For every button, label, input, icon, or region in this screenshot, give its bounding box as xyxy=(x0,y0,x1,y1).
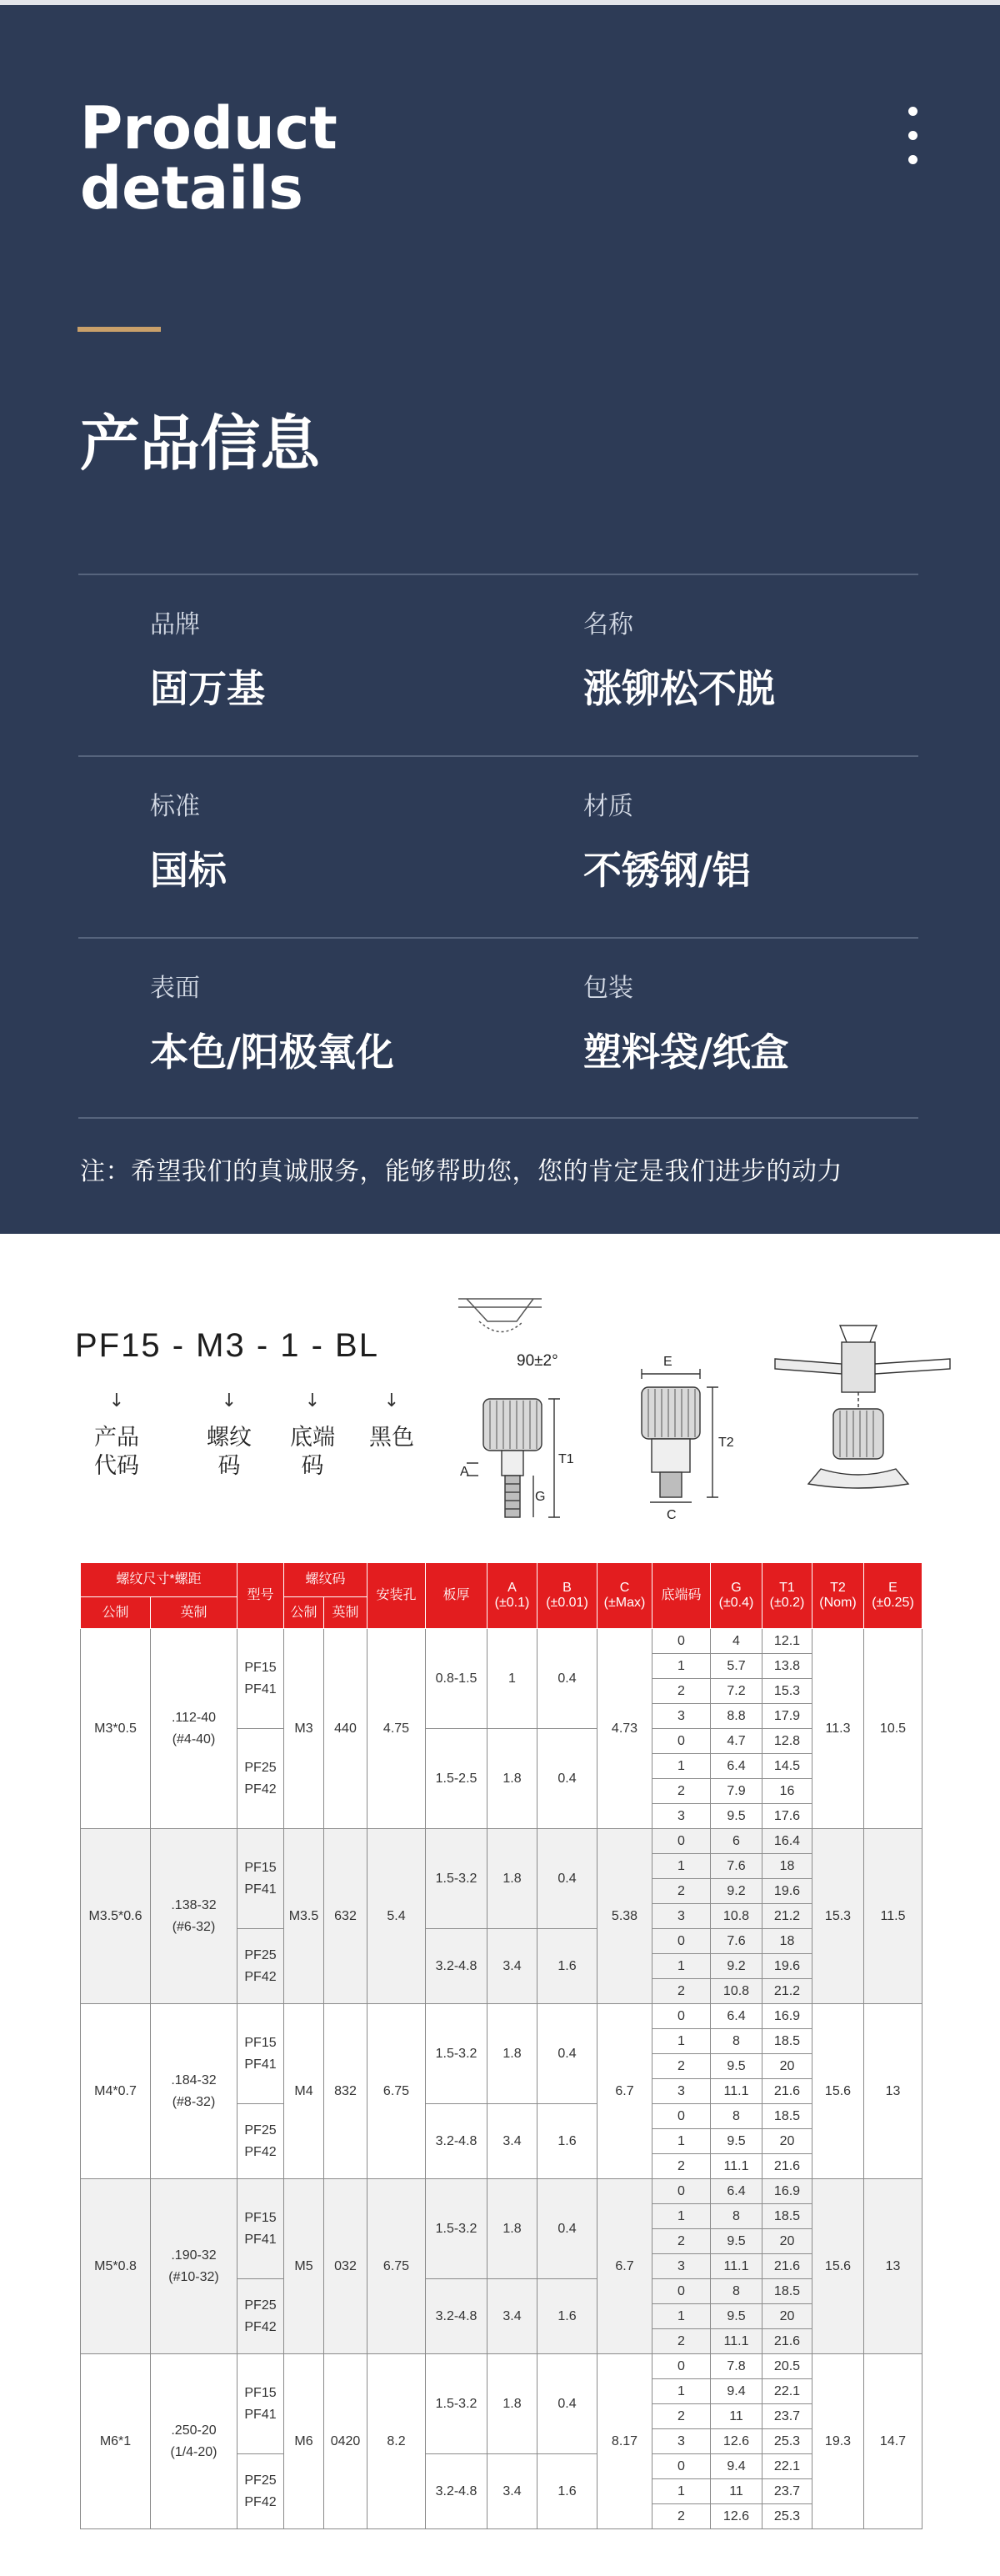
dim-g-cell: 12.6 xyxy=(711,2504,762,2529)
info-value: 本色/阳极氧化 xyxy=(150,1030,394,1075)
dim-c-header xyxy=(598,1563,652,1629)
arrow-down-icon: ↓ xyxy=(304,1391,321,1411)
dim-e-label: E xyxy=(663,1355,672,1369)
dim-t1-cell: 20 xyxy=(762,2229,812,2254)
bottom-code-cell: 0 xyxy=(652,1629,711,1654)
bottom-code-cell: 0 xyxy=(652,2004,711,2029)
code-imperial-cell: 032 xyxy=(324,2179,368,2354)
dim-g-label: G xyxy=(535,1490,546,1504)
dim-g-cell: 11.1 xyxy=(711,2254,762,2279)
model-cell: PF15 PF41 xyxy=(238,1829,284,1929)
table-row xyxy=(81,1829,922,1854)
sheet-thickness-cell: 1.5-3.2 xyxy=(426,2179,488,2279)
dim-t1-cell: 21.2 xyxy=(762,1979,812,2004)
bottom-code-cell: 0 xyxy=(652,2279,711,2304)
dim-c-title: C xyxy=(619,1581,630,1595)
model-cell: PF25 PF42 xyxy=(238,2454,284,2529)
mounting-hole-cell: 8.2 xyxy=(368,2354,426,2529)
dim-g-cell: 4.7 xyxy=(711,1729,762,1754)
arrow-down-icon: ↓ xyxy=(221,1391,238,1411)
dim-a-cell: 3.4 xyxy=(488,2279,538,2354)
code-imperial-cell: 632 xyxy=(324,1829,368,2004)
dim-g-cell: 12.6 xyxy=(711,2429,762,2454)
dim-e-tolerance: (±0.25) xyxy=(872,1596,914,1610)
dim-a-cell: 1.8 xyxy=(488,1729,538,1829)
product-details-hero xyxy=(0,0,1000,1234)
bottom-code-cell: 3 xyxy=(652,2079,711,2104)
dim-a-title: A xyxy=(508,1581,517,1595)
info-label: 名称 xyxy=(583,610,633,639)
dim-t1-cell: 18.5 xyxy=(762,2029,812,2054)
bottom-code-header: 底端码 xyxy=(652,1563,711,1629)
dim-t1-cell: 21.6 xyxy=(762,2079,812,2104)
bottom-code-explainer xyxy=(275,1392,350,1481)
dim-g-cell: 11.1 xyxy=(711,2329,762,2354)
dim-t1-cell: 20 xyxy=(762,2304,812,2329)
metric-header: 公制 xyxy=(81,1597,151,1629)
bottom-code-cell: 3 xyxy=(652,2254,711,2279)
info-row xyxy=(78,937,918,1119)
dim-e-cell: 14.7 xyxy=(864,2354,922,2529)
metric-thread-cell: M3*0.5 xyxy=(81,1629,151,1829)
dim-g-cell: 5.7 xyxy=(711,1654,762,1679)
dim-t1-cell: 13.8 xyxy=(762,1654,812,1679)
dim-g-cell: 9.4 xyxy=(711,2454,762,2479)
dim-t2-cell: 19.3 xyxy=(812,2354,864,2529)
info-label: 品牌 xyxy=(150,610,200,639)
bottom-code-cell: 3 xyxy=(652,1804,711,1829)
dim-g-cell: 11 xyxy=(711,2404,762,2429)
angle-drawing xyxy=(458,1299,542,1332)
metric-thread-cell: M6*1 xyxy=(81,2354,151,2529)
dim-t2-tolerance: (Nom) xyxy=(819,1596,857,1610)
dim-g-cell: 9.5 xyxy=(711,2229,762,2254)
stud-drawing-2 xyxy=(642,1369,718,1502)
dim-t1-title: T1 xyxy=(779,1581,795,1595)
info-material xyxy=(583,790,751,895)
dim-t1-cell: 20.5 xyxy=(762,2354,812,2379)
dim-a-cell: 1.8 xyxy=(488,2004,538,2104)
bottom-code-cell: 0 xyxy=(652,2179,711,2204)
dim-a-cell: 3.4 xyxy=(488,1929,538,2004)
thread-code-header: 螺纹码 xyxy=(284,1563,368,1597)
dim-g-cell: 9.5 xyxy=(711,1804,762,1829)
dim-g-cell: 9.2 xyxy=(711,1954,762,1979)
bottom-code-cell: 2 xyxy=(652,2229,711,2254)
dim-a-label: A xyxy=(460,1465,469,1479)
dim-c-cell: 5.38 xyxy=(598,1829,652,2004)
dim-e-cell: 11.5 xyxy=(864,1829,922,2004)
info-value: 涨铆松不脱 xyxy=(583,666,775,711)
bottom-code-cell: 0 xyxy=(652,1929,711,1954)
dim-g-cell: 9.4 xyxy=(711,2379,762,2404)
dim-g-cell: 7.9 xyxy=(711,1779,762,1804)
dim-t1-cell: 17.6 xyxy=(762,1804,812,1829)
dim-e-cell: 13 xyxy=(864,2179,922,2354)
dim-g-cell: 9.2 xyxy=(711,1879,762,1904)
imperial-thread-cell: .112-40 (#4-40) xyxy=(151,1629,238,1829)
dim-a-cell: 1.8 xyxy=(488,2354,538,2454)
table-row xyxy=(81,2179,922,2204)
info-row xyxy=(78,755,918,937)
dim-t1-cell: 16.9 xyxy=(762,2179,812,2204)
dim-t1-cell: 21.6 xyxy=(762,2154,812,2179)
mounting-hole-header: 安装孔 xyxy=(368,1563,426,1629)
info-row xyxy=(78,574,918,755)
dim-t2-header xyxy=(812,1563,864,1629)
dim-b-cell: 0.4 xyxy=(538,1729,598,1829)
dim-t2-cell: 15.6 xyxy=(812,2004,864,2179)
info-value: 不锈钢/铝 xyxy=(583,848,751,893)
part-number-diagram xyxy=(0,1234,1000,1542)
dim-a-cell: 1.8 xyxy=(488,2179,538,2279)
arrow-down-icon: ↓ xyxy=(383,1391,400,1411)
imperial-thread-cell: .184-32 (#8-32) xyxy=(151,2004,238,2179)
info-label: 表面 xyxy=(150,974,200,1003)
page-title: Product details xyxy=(80,94,338,223)
section-title: 产品信息 xyxy=(80,408,321,479)
dim-g-cell: 8 xyxy=(711,2279,762,2304)
code-imperial-header: 英制 xyxy=(324,1597,368,1629)
dim-g-cell: 6 xyxy=(711,1829,762,1854)
bottom-code-cell: 1 xyxy=(652,2129,711,2154)
dim-g-cell: 7.6 xyxy=(711,1929,762,1954)
dim-g-cell: 8 xyxy=(711,2204,762,2229)
bottom-code-cell: 1 xyxy=(652,2379,711,2404)
bottom-code-label: 底端 码 xyxy=(290,1425,335,1479)
metric-thread-cell: M4*0.7 xyxy=(81,2004,151,2179)
dim-t1-cell: 19.6 xyxy=(762,1954,812,1979)
part-number-code: PF15 - M3 - 1 - BL xyxy=(75,1327,379,1364)
mounting-hole-cell: 4.75 xyxy=(368,1629,426,1829)
bottom-code-cell: 2 xyxy=(652,2404,711,2429)
dim-c-tolerance: (±Max) xyxy=(603,1596,646,1610)
dim-b-title: B xyxy=(562,1581,572,1595)
info-label: 材质 xyxy=(583,792,633,821)
code-imperial-cell: 0420 xyxy=(324,2354,368,2529)
dim-t2-title: T2 xyxy=(830,1581,846,1595)
dim-t1-cell: 17.9 xyxy=(762,1704,812,1729)
angle-label: 90±2° xyxy=(517,1352,558,1370)
info-value: 固万基 xyxy=(150,666,265,711)
dim-t1-cell: 18.5 xyxy=(762,2279,812,2304)
model-cell: PF15 PF41 xyxy=(238,1629,284,1729)
dim-t1-cell: 19.6 xyxy=(762,1879,812,1904)
dim-c-cell: 4.73 xyxy=(598,1629,652,1829)
dim-b-header xyxy=(538,1563,598,1629)
dim-g-cell: 4 xyxy=(711,1629,762,1654)
bottom-code-cell: 2 xyxy=(652,1979,711,2004)
dim-g-cell: 8.8 xyxy=(711,1704,762,1729)
dim-e-header xyxy=(864,1563,922,1629)
thread-code-explainer xyxy=(192,1392,267,1481)
installed-drawing xyxy=(775,1326,950,1488)
model-cell: PF25 PF42 xyxy=(238,1929,284,2004)
model-cell: PF15 PF41 xyxy=(238,2179,284,2279)
dim-t1-cell: 16.4 xyxy=(762,1829,812,1854)
dim-b-cell: 1.6 xyxy=(538,2104,598,2179)
dim-c-cell: 8.17 xyxy=(598,2354,652,2529)
dim-t1-cell: 22.1 xyxy=(762,2379,812,2404)
code-metric-cell: M5 xyxy=(284,2179,324,2354)
metric-thread-cell: M3.5*0.6 xyxy=(81,1829,151,2004)
dim-t2-cell: 15.3 xyxy=(812,1829,864,2004)
dim-g-cell: 9.5 xyxy=(711,2054,762,2079)
bottom-code-cell: 2 xyxy=(652,2329,711,2354)
dim-t1-cell: 20 xyxy=(762,2054,812,2079)
dim-t1-cell: 20 xyxy=(762,2129,812,2154)
black-color-label: 黑色 xyxy=(369,1425,414,1451)
dim-t2-cell: 15.6 xyxy=(812,2179,864,2354)
part-code-explainer xyxy=(79,1392,154,1481)
more-menu-icon[interactable] xyxy=(902,107,923,165)
sheet-thickness-cell: 1.5-3.2 xyxy=(426,2354,488,2454)
dim-t2-cell: 11.3 xyxy=(812,1629,864,1829)
mounting-hole-cell: 5.4 xyxy=(368,1829,426,2004)
thread-size-header: 螺纹尺寸*螺距 xyxy=(81,1563,238,1597)
model-cell: PF15 PF41 xyxy=(238,2354,284,2454)
sheet-thickness-cell: 3.2-4.8 xyxy=(426,2454,488,2529)
bottom-code-cell: 1 xyxy=(652,1854,711,1879)
sheet-thickness-cell: 1.5-3.2 xyxy=(426,1829,488,1929)
metric-thread-cell: M5*0.8 xyxy=(81,2179,151,2354)
dim-g-header xyxy=(711,1563,762,1629)
bottom-code-cell: 0 xyxy=(652,1829,711,1854)
bottom-code-cell: 1 xyxy=(652,2204,711,2229)
dim-g-cell: 7.6 xyxy=(711,1854,762,1879)
info-value: 塑料袋/纸盒 xyxy=(583,1030,789,1075)
dim-t1-cell: 25.3 xyxy=(762,2429,812,2454)
sheet-thickness-cell: 1.5-3.2 xyxy=(426,2004,488,2104)
arrow-down-icon: ↓ xyxy=(108,1391,125,1411)
part-code-label: 产品 代码 xyxy=(94,1425,139,1479)
code-metric-cell: M4 xyxy=(284,2004,324,2179)
dim-t1-cell: 16 xyxy=(762,1779,812,1804)
dim-t2-label: T2 xyxy=(718,1436,734,1450)
info-surface xyxy=(150,972,394,1077)
code-metric-cell: M3 xyxy=(284,1629,324,1829)
bottom-code-cell: 0 xyxy=(652,2104,711,2129)
dim-b-cell: 0.4 xyxy=(538,1829,598,1929)
bottom-code-cell: 3 xyxy=(652,2429,711,2454)
table-row xyxy=(81,1629,922,1654)
model-cell: PF25 PF42 xyxy=(238,2104,284,2179)
dim-e-cell: 10.5 xyxy=(864,1629,922,1829)
dim-b-cell: 0.4 xyxy=(538,2354,598,2454)
dim-t1-cell: 21.2 xyxy=(762,1904,812,1929)
dim-a-cell: 1 xyxy=(488,1629,538,1729)
bottom-code-cell: 0 xyxy=(652,2354,711,2379)
mounting-hole-cell: 6.75 xyxy=(368,2004,426,2179)
info-label: 标准 xyxy=(150,792,200,821)
dim-t1-cell: 23.7 xyxy=(762,2404,812,2429)
table-header xyxy=(81,1563,922,1629)
dim-g-cell: 11.1 xyxy=(711,2154,762,2179)
sheet-thickness-cell: 3.2-4.8 xyxy=(426,1929,488,2004)
dim-b-cell: 0.4 xyxy=(538,2004,598,2104)
table-row xyxy=(81,2004,922,2029)
accent-bar xyxy=(78,327,161,332)
dim-e-cell: 13 xyxy=(864,2004,922,2179)
dim-a-tolerance: (±0.1) xyxy=(494,1596,530,1610)
dim-t1-cell: 21.6 xyxy=(762,2329,812,2354)
model-cell: PF15 PF41 xyxy=(238,2004,284,2104)
top-divider xyxy=(0,0,1000,5)
dim-g-tolerance: (±0.4) xyxy=(718,1596,754,1610)
code-metric-cell: M6 xyxy=(284,2354,324,2529)
dim-a-cell: 3.4 xyxy=(488,2454,538,2529)
model-header: 型号 xyxy=(238,1563,284,1629)
specification-table xyxy=(80,1562,922,2529)
dim-t1-cell: 18 xyxy=(762,1854,812,1879)
bottom-code-cell: 2 xyxy=(652,2504,711,2529)
dim-g-cell: 7.2 xyxy=(711,1679,762,1704)
black-color-explainer xyxy=(354,1392,429,1452)
info-standard xyxy=(150,790,227,895)
sheet-thickness-cell: 1.5-2.5 xyxy=(426,1729,488,1829)
dim-t1-header xyxy=(762,1563,812,1629)
table-body xyxy=(81,1629,922,2529)
dim-g-cell: 6.4 xyxy=(711,1754,762,1779)
dim-g-cell: 10.8 xyxy=(711,1904,762,1929)
bottom-code-cell: 1 xyxy=(652,1654,711,1679)
sheet-thickness-header: 板厚 xyxy=(426,1563,488,1629)
bottom-code-cell: 0 xyxy=(652,2454,711,2479)
dim-c-cell: 6.7 xyxy=(598,2004,652,2179)
stud-drawing-1 xyxy=(467,1399,560,1517)
table-row xyxy=(81,2354,922,2379)
dim-b-cell: 1.6 xyxy=(538,2279,598,2354)
dim-t1-cell: 14.5 xyxy=(762,1754,812,1779)
dim-t1-cell: 12.8 xyxy=(762,1729,812,1754)
dim-b-cell: 0.4 xyxy=(538,1629,598,1729)
dim-b-cell: 1.6 xyxy=(538,2454,598,2529)
dim-a-cell: 1.8 xyxy=(488,1829,538,1929)
dim-t1-cell: 21.6 xyxy=(762,2254,812,2279)
model-cell: PF25 PF42 xyxy=(238,1729,284,1829)
dim-g-cell: 11 xyxy=(711,2479,762,2504)
bottom-code-cell: 3 xyxy=(652,1704,711,1729)
info-value: 国标 xyxy=(150,848,227,893)
dim-b-cell: 0.4 xyxy=(538,2179,598,2279)
code-imperial-cell: 832 xyxy=(324,2004,368,2179)
dim-c-cell: 6.7 xyxy=(598,2179,652,2354)
info-label: 包装 xyxy=(583,974,633,1003)
info-packaging xyxy=(583,972,789,1077)
bottom-code-cell: 1 xyxy=(652,1754,711,1779)
bottom-code-cell: 1 xyxy=(652,2304,711,2329)
bottom-code-cell: 1 xyxy=(652,1954,711,1979)
dim-b-cell: 1.6 xyxy=(538,1929,598,2004)
code-imperial-cell: 440 xyxy=(324,1629,368,1829)
thread-code-label: 螺纹 码 xyxy=(207,1425,252,1479)
dim-t1-cell: 18 xyxy=(762,1929,812,1954)
dim-t1-cell: 23.7 xyxy=(762,2479,812,2504)
bottom-code-cell: 2 xyxy=(652,2054,711,2079)
dim-g-cell: 6.4 xyxy=(711,2179,762,2204)
dim-t1-cell: 15.3 xyxy=(762,1679,812,1704)
dim-g-cell: 7.8 xyxy=(711,2354,762,2379)
imperial-thread-cell: .138-32 (#6-32) xyxy=(151,1829,238,2004)
info-brand xyxy=(150,609,265,714)
dim-g-cell: 8 xyxy=(711,2104,762,2129)
dim-t1-cell: 25.3 xyxy=(762,2504,812,2529)
bottom-code-cell: 2 xyxy=(652,1779,711,1804)
dim-e-title: E xyxy=(888,1581,898,1595)
dim-a-cell: 3.4 xyxy=(488,2104,538,2179)
product-info-grid xyxy=(78,574,918,1119)
imperial-header: 英制 xyxy=(151,1597,238,1629)
dim-t1-label: T1 xyxy=(558,1452,574,1466)
sheet-thickness-cell: 3.2-4.8 xyxy=(426,2279,488,2354)
dim-g-cell: 11.1 xyxy=(711,2079,762,2104)
imperial-thread-cell: .190-32 (#10-32) xyxy=(151,2179,238,2354)
dim-t1-cell: 18.5 xyxy=(762,2104,812,2129)
imperial-thread-cell: .250-20 (1/4-20) xyxy=(151,2354,238,2529)
code-metric-header: 公制 xyxy=(284,1597,324,1629)
dim-g-cell: 9.5 xyxy=(711,2304,762,2329)
bottom-code-cell: 2 xyxy=(652,2154,711,2179)
dim-a-header xyxy=(488,1563,538,1629)
bottom-code-cell: 1 xyxy=(652,2029,711,2054)
dim-t1-cell: 18.5 xyxy=(762,2204,812,2229)
dim-t1-tolerance: (±0.2) xyxy=(769,1596,805,1610)
dim-b-tolerance: (±0.01) xyxy=(546,1596,588,1610)
sheet-thickness-cell: 3.2-4.8 xyxy=(426,2104,488,2179)
dim-g-cell: 9.5 xyxy=(711,2129,762,2154)
dim-g-cell: 10.8 xyxy=(711,1979,762,2004)
bottom-code-cell: 2 xyxy=(652,1679,711,1704)
dim-g-cell: 6.4 xyxy=(711,2004,762,2029)
bottom-code-cell: 2 xyxy=(652,1879,711,1904)
info-name xyxy=(583,609,775,714)
sheet-thickness-cell: 0.8-1.5 xyxy=(426,1629,488,1729)
fastener-drawings xyxy=(442,1284,958,1534)
dim-g-title: G xyxy=(731,1581,742,1595)
bottom-code-cell: 0 xyxy=(652,1729,711,1754)
model-cell: PF25 PF42 xyxy=(238,2279,284,2354)
bottom-code-cell: 1 xyxy=(652,2479,711,2504)
dim-c-label: C xyxy=(667,1508,677,1522)
service-note: 注：希望我们的真诚服务，能够帮助您，您的肯定是我们进步的动力 xyxy=(80,1157,842,1186)
mounting-hole-cell: 6.75 xyxy=(368,2179,426,2354)
bottom-code-cell: 3 xyxy=(652,1904,711,1929)
code-metric-cell: M3.5 xyxy=(284,1829,324,2004)
dim-t1-cell: 22.1 xyxy=(762,2454,812,2479)
dim-g-cell: 8 xyxy=(711,2029,762,2054)
dim-t1-cell: 12.1 xyxy=(762,1629,812,1654)
dim-t1-cell: 16.9 xyxy=(762,2004,812,2029)
